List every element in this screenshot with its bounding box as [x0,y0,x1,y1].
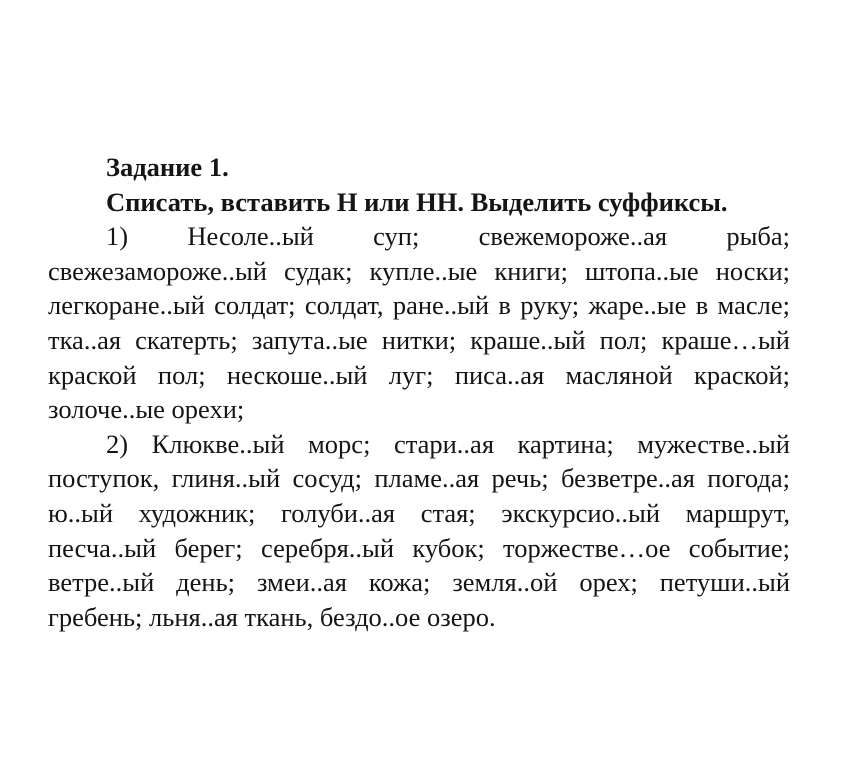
task-instruction: Списать, вставить Н или НН. Выделить суффиксы. [106,186,728,217]
document-page [48,150,790,634]
task-title: Задание 1. [106,152,229,182]
exercise-paragraph-2: 2) Клюкве..ый морс; стари..ая картина; мужестве..ый поступок, глиня..ый сосуд; пламе..ая речь; безветре..ая погода; ю..ый художник; голуби..ая стая; экскурсио..ый маршрут, песча..ый берег; серебря..ый кубок; торжестве…ое событие; ветре..ый день; змеи..ая кожа; земля..ой орех; петуши..ый гребень; льня..ая ткань, бездо..ое озеро. [48,428,790,632]
exercise-paragraph-1: 1) Несоле..ый суп; свежемороже..ая рыба; свежезамороже..ый судак; купле..ые книги; штопа..ые носки; легкоране..ый солдат; солдат, ране..ый в руку; жаре..ые в масле; тка..ая скатерть; запута..ые нитки; краше..ый пол; краше…ый краской пол; нескоше..ый луг; писа..ая масляной краской; золоче..ые орехи; [48,221,790,425]
